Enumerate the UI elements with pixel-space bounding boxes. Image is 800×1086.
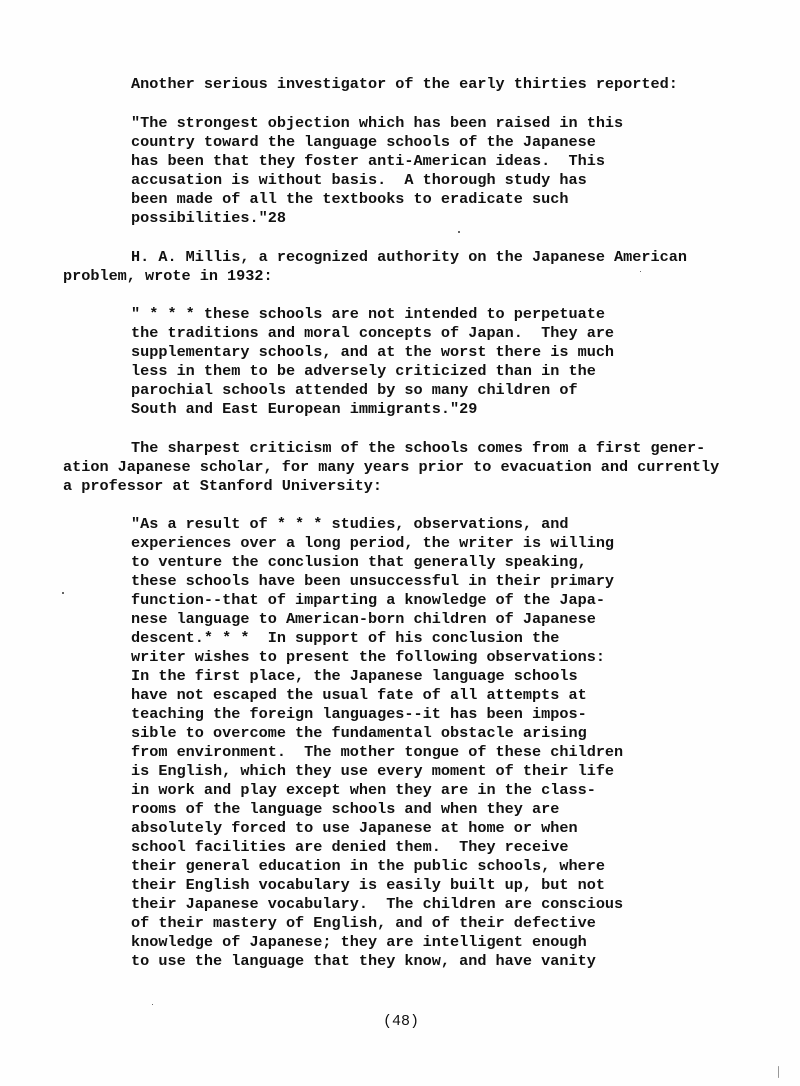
text-line: function--that of imparting a knowledge of the Japa-: [131, 591, 605, 609]
text-line: a professor at Stanford University:: [63, 477, 382, 495]
text-line: writer wishes to present the following observations:: [131, 648, 605, 666]
text-line: problem, wrote in 1932:: [63, 267, 273, 285]
text-line: possibilities."28: [131, 209, 286, 227]
text-line: been made of all the textbooks to eradicate such: [131, 190, 569, 208]
scan-speck: [62, 592, 64, 594]
text-line: in work and play except when they are in the class-: [131, 781, 596, 799]
page-number: (48): [383, 1013, 420, 1030]
text-line: In the first place, the Japanese language schools: [131, 667, 578, 685]
text-line: knowledge of Japanese; they are intelligent enough: [131, 933, 587, 951]
text-line: their Japanese vocabulary. The children are conscious: [131, 895, 624, 913]
text-line: nese language to American-born children of Japanese: [131, 610, 596, 628]
text-line: sible to overcome the fundamental obstacle arising: [131, 724, 587, 742]
text-line: to use the language that they know, and have vanity: [131, 952, 596, 970]
text-line: "As a result of * * * studies, observations, and: [131, 515, 569, 533]
text-line: from environment. The mother tongue of these children: [131, 743, 624, 761]
text-line: the traditions and moral concepts of Japan. They are: [131, 324, 615, 342]
text-line: accusation is without basis. A thorough study has: [131, 171, 587, 189]
text-line: is English, which they use every moment of their life: [131, 762, 615, 780]
text-line: ation Japanese scholar, for many years prior to evacuation and currently: [63, 458, 720, 476]
scan-speck: [152, 1004, 153, 1005]
text-line: South and East European immigrants."29: [131, 400, 478, 418]
text-line: have not escaped the usual fate of all attempts at: [131, 686, 587, 704]
text-line: "The strongest objection which has been raised in this: [131, 114, 624, 132]
text-line: experiences over a long period, the writer is willing: [131, 534, 615, 552]
text-line: H. A. Millis, a recognized authority on the Japanese American: [131, 248, 687, 266]
text-line: teaching the foreign languages--it has been impos-: [131, 705, 587, 723]
text-line: " * * * these schools are not intended to perpetuate: [131, 305, 605, 323]
text-line: of their mastery of English, and of their defective: [131, 914, 596, 932]
text-line: has been that they foster anti-American ideas. This: [131, 152, 605, 170]
scan-speck: [458, 231, 460, 233]
scan-speck: [778, 1066, 779, 1078]
text-line: descent.* * * In support of his conclusion the: [131, 629, 560, 647]
text-line: to venture the conclusion that generally speaking,: [131, 553, 587, 571]
text-line: less in them to be adversely criticized than in the: [131, 362, 596, 380]
text-line: these schools have been unsuccessful in their primary: [131, 572, 615, 590]
text-line: absolutely forced to use Japanese at home or when: [131, 819, 578, 837]
text-line: rooms of the language schools and when they are: [131, 800, 560, 818]
text-line: country toward the language schools of the Japanese: [131, 133, 596, 151]
text-line: The sharpest criticism of the schools comes from a first gener-: [131, 439, 706, 457]
text-line: Another serious investigator of the early thirties reported:: [131, 75, 678, 93]
text-line: their English vocabulary is easily built up, but not: [131, 876, 605, 894]
text-line: supplementary schools, and at the worst there is much: [131, 343, 615, 361]
scan-speck: [640, 271, 641, 272]
text-line: parochial schools attended by so many children of: [131, 381, 578, 399]
text-line: school facilities are denied them. They receive: [131, 838, 569, 856]
text-line: their general education in the public schools, where: [131, 857, 605, 875]
